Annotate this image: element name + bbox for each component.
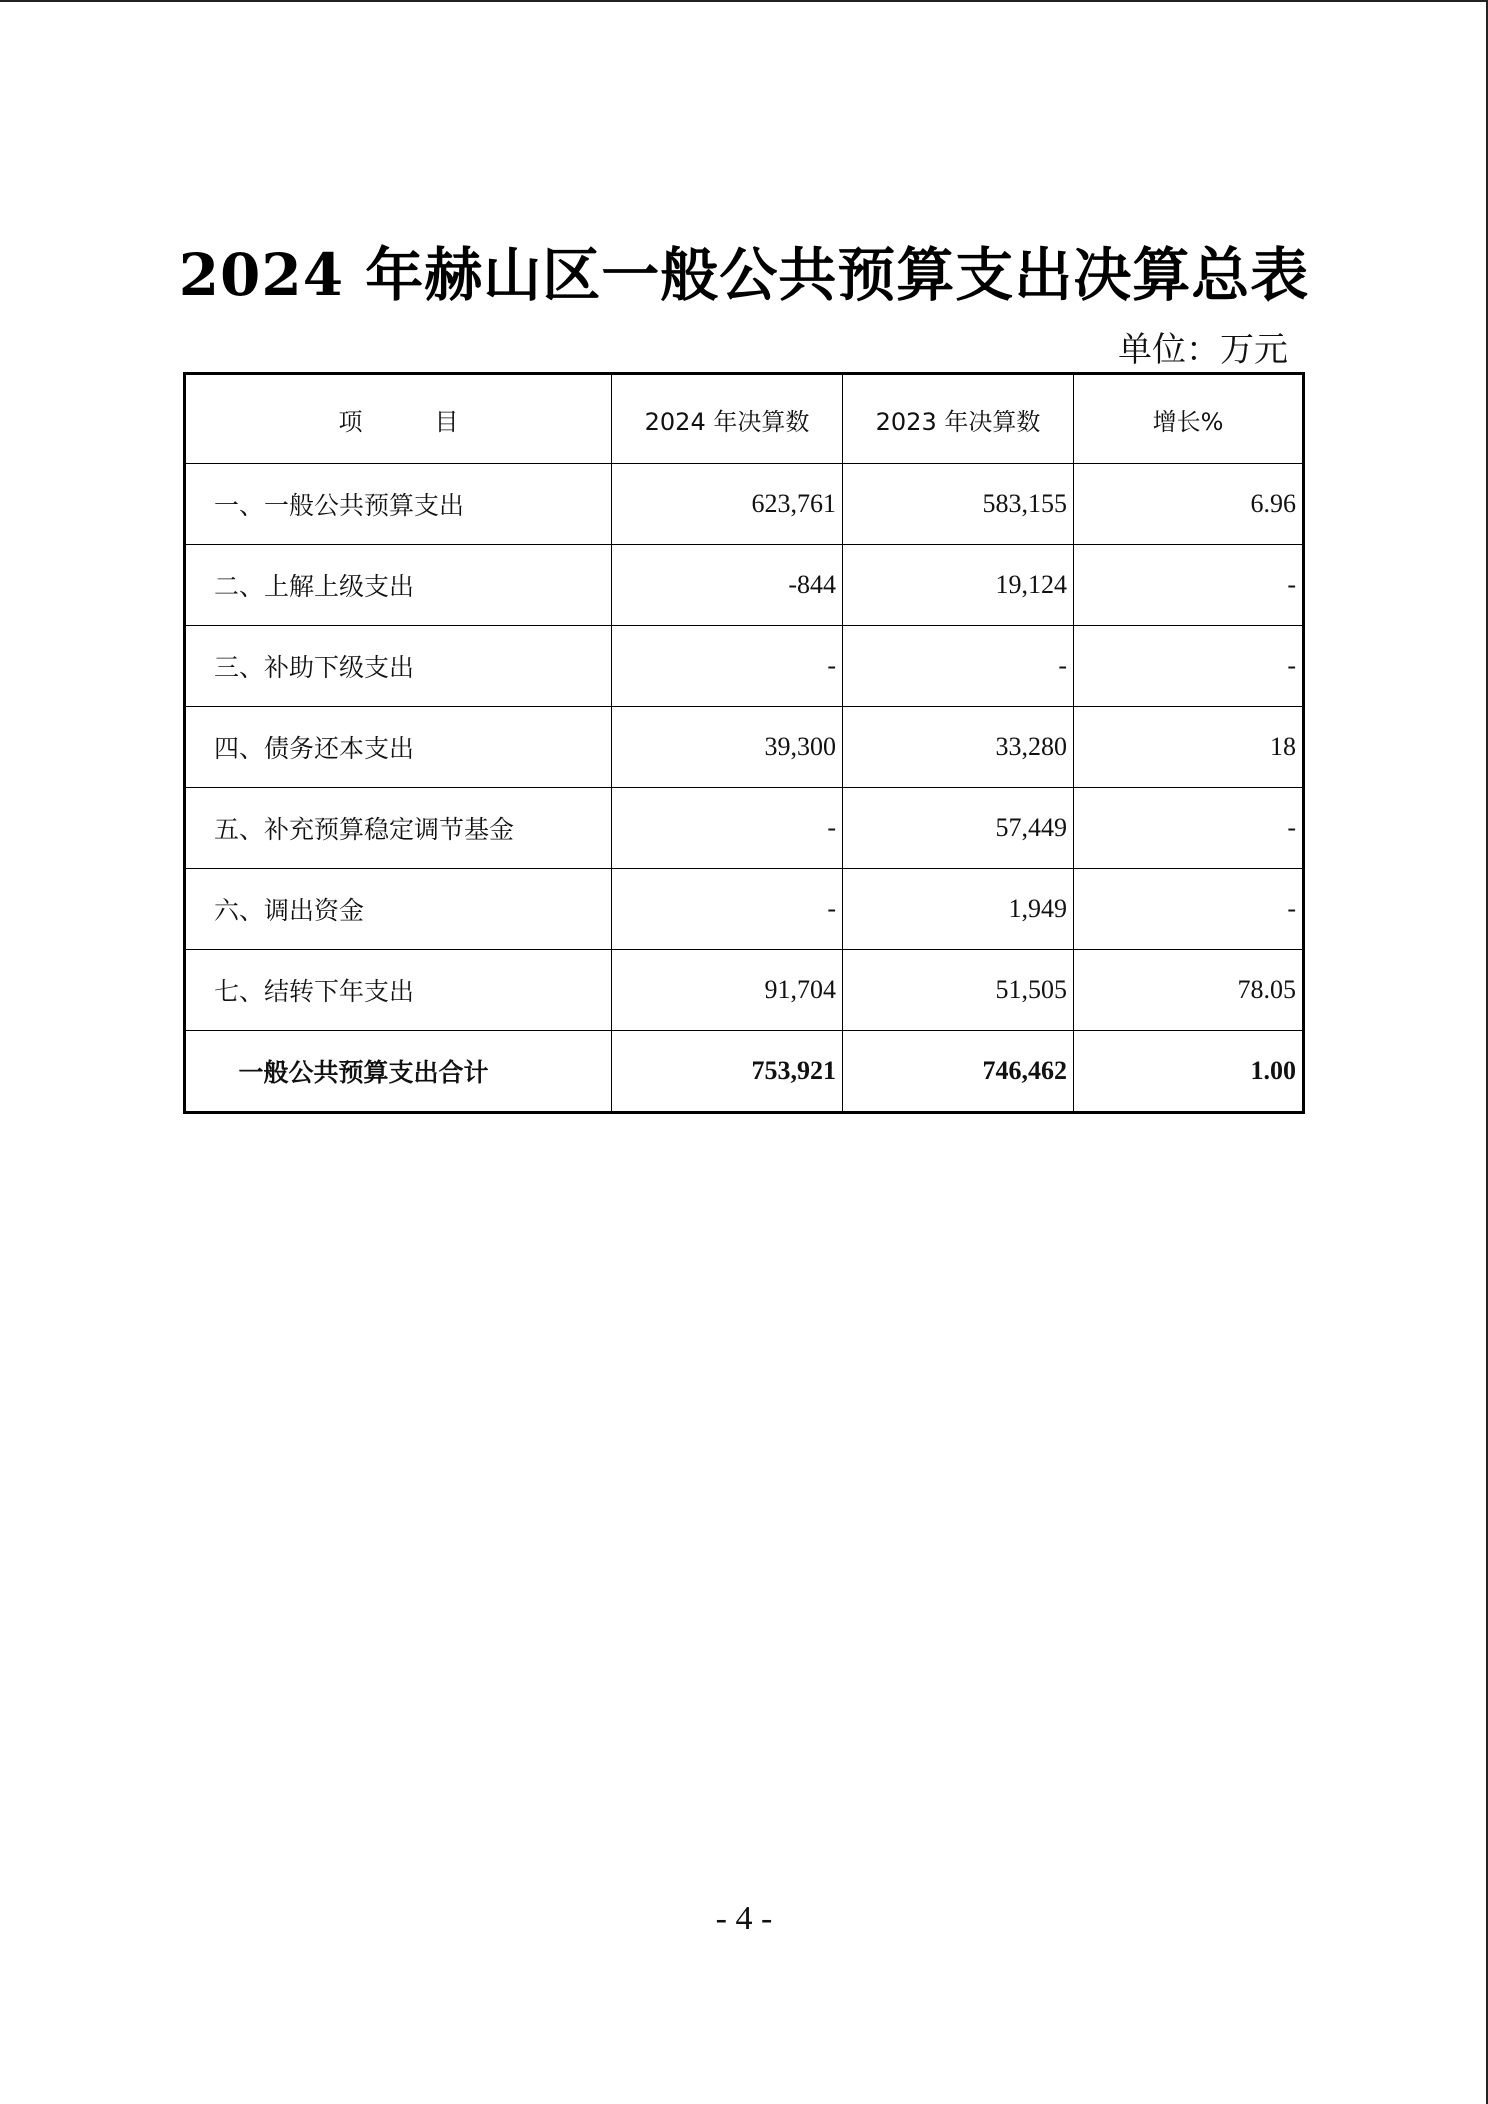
table-row xyxy=(185,950,1304,1031)
row-growth: 78.05 xyxy=(1074,950,1304,1031)
page-border-top xyxy=(0,0,1488,2)
table-header-row xyxy=(185,374,1304,464)
header-2024: 2024 年决算数 xyxy=(612,374,843,464)
total-item: 一般公共预算支出合计 xyxy=(185,1031,612,1113)
table-row xyxy=(185,626,1304,707)
row-item: 四、债务还本支出 xyxy=(185,707,612,788)
row-2023: 51,505 xyxy=(843,950,1074,1031)
header-2023: 2023 年决算数 xyxy=(843,374,1074,464)
row-item: 三、补助下级支出 xyxy=(185,626,612,707)
row-growth: - xyxy=(1074,788,1304,869)
row-item: 二、上解上级支出 xyxy=(185,545,612,626)
total-growth: 1.00 xyxy=(1074,1031,1304,1113)
table-row xyxy=(185,788,1304,869)
row-item: 七、结转下年支出 xyxy=(185,950,612,1031)
budget-table xyxy=(183,372,1305,1114)
total-2024: 753,921 xyxy=(612,1031,843,1113)
row-2024: - xyxy=(612,626,843,707)
row-growth: - xyxy=(1074,626,1304,707)
row-2024: - xyxy=(612,869,843,950)
row-growth: - xyxy=(1074,869,1304,950)
row-2023: 19,124 xyxy=(843,545,1074,626)
row-2024: 623,761 xyxy=(612,464,843,545)
total-2023: 746,462 xyxy=(843,1031,1074,1113)
unit-label: 单位：万元 xyxy=(1118,330,1288,370)
row-growth: - xyxy=(1074,545,1304,626)
row-2023: 1,949 xyxy=(843,869,1074,950)
row-2023: - xyxy=(843,626,1074,707)
header-item: 项 目 xyxy=(185,374,612,464)
table-row xyxy=(185,545,1304,626)
row-2023: 33,280 xyxy=(843,707,1074,788)
row-growth: 18 xyxy=(1074,707,1304,788)
table-row xyxy=(185,707,1304,788)
row-2023: 57,449 xyxy=(843,788,1074,869)
header-growth: 增长% xyxy=(1074,374,1304,464)
row-item: 六、调出资金 xyxy=(185,869,612,950)
table-row xyxy=(185,869,1304,950)
row-2024: 39,300 xyxy=(612,707,843,788)
row-2023: 583,155 xyxy=(843,464,1074,545)
row-growth: 6.96 xyxy=(1074,464,1304,545)
table-row xyxy=(185,464,1304,545)
row-2024: - xyxy=(612,788,843,869)
row-2024: -844 xyxy=(612,545,843,626)
row-item: 一、一般公共预算支出 xyxy=(185,464,612,545)
row-2024: 91,704 xyxy=(612,950,843,1031)
page-title: 2024 年赫山区一般公共预算支出决算总表 xyxy=(178,241,1310,309)
table-total-row xyxy=(185,1031,1304,1113)
page-number: - 4 - xyxy=(715,1900,773,1937)
row-item: 五、补充预算稳定调节基金 xyxy=(185,788,612,869)
